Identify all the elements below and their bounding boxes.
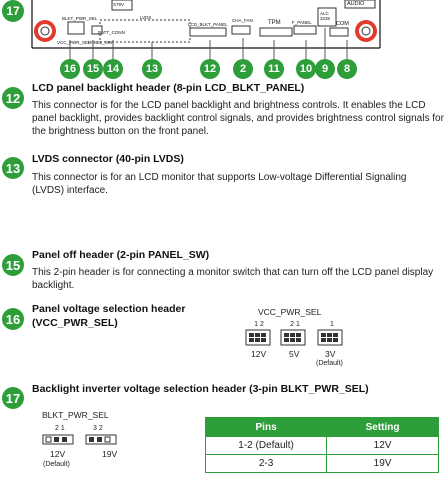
section-badge-12: 12: [2, 87, 24, 109]
section-badge-15: 15: [2, 254, 24, 276]
blkt-opt-1-pins: 2 1: [55, 425, 65, 432]
section-title-vcc-1: Panel voltage selection header: [32, 303, 186, 315]
board-label-com: COM: [336, 21, 349, 27]
callout-10: 10: [296, 59, 316, 79]
callout-9: 9: [315, 59, 335, 79]
board-label-fpanel: F_PANEL: [292, 20, 312, 25]
table-cell: 2-3: [206, 455, 327, 473]
section-badge-16: 16: [2, 308, 24, 330]
section-badge-13: 13: [2, 157, 24, 179]
section-title-lcd-backlight: LCD panel backlight header (8-pin LCD_BLKT_PANEL): [32, 82, 305, 94]
section-badge-17: 17: [2, 387, 24, 409]
callout-14: 14: [103, 59, 123, 79]
board-label-batt: BATT_CONN: [98, 30, 125, 35]
table-cell: 12V: [327, 437, 439, 455]
table-cell: 19V: [327, 455, 439, 473]
vcc-jumpers-icon: [245, 329, 355, 347]
vcc-opt-3-sub: (Default): [316, 360, 343, 367]
table-cell: 1-2 (Default): [206, 437, 327, 455]
callout-8: 8: [337, 59, 357, 79]
vcc-opt-2-label: 5V: [289, 349, 300, 359]
board-label-lcd: LCD_BLKT_PANEL: [188, 22, 228, 27]
vcc-diagram-title: VCC_PWR_SEL: [258, 307, 322, 317]
section-title-blkt: Backlight inverter voltage selection header (3-pin BLKT_PWR_SEL): [32, 383, 369, 395]
callout-15: 15: [83, 59, 103, 79]
board-label-s79v: S79V: [113, 2, 125, 7]
callout-13: 13: [142, 59, 162, 79]
section-title-vcc-2: (VCC_PWR_SEL): [32, 317, 118, 329]
pins-settings-table: [205, 417, 439, 473]
board-label-vcc: VCC_PWR_SEL: [57, 40, 91, 45]
table-header-setting: Setting: [327, 418, 439, 437]
callout-12: 12: [200, 59, 220, 79]
table-header-pins: Pins: [206, 418, 327, 437]
blkt-opt-1-sub: (Default): [43, 461, 70, 468]
board-label-blkt: BLKT_PWR_SEL: [62, 16, 98, 21]
vcc-opt-3-label: 3V: [325, 349, 336, 359]
section-body-panel-off: This 2-pin header is for connecting a monitor switch that can turn off the LCD panel display backlight.: [32, 267, 434, 291]
section-body-lcd-backlight: This connector is for the LCD panel backlight and brightness controls. It enables the LCD panel backlight, provides backlight control signals, and provides brightness control signals for the brightness button on the front panel.: [32, 100, 444, 137]
blkt-opt-2-label: 19V: [102, 449, 118, 459]
callout-17: 17: [2, 0, 24, 22]
board-label-alc: ALC 3236: [320, 11, 331, 21]
board-label-lvds: LVDS: [140, 15, 152, 20]
blkt-diagram-title: BLKT_PWR_SEL: [42, 410, 109, 420]
section-title-lvds: LVDS connector (40-pin LVDS): [32, 153, 184, 165]
callout-2: 2: [233, 59, 253, 79]
callout-11: 11: [264, 59, 284, 79]
blkt-jumpers-icon: [42, 434, 122, 446]
callout-16: 16: [60, 59, 80, 79]
blkt-opt-2-pins: 3 2: [93, 425, 103, 432]
section-title-panel-off: Panel off header (2-pin PANEL_SW): [32, 249, 210, 261]
section-body-lvds: This connector is for an LCD monitor that supports Low-voltage Differential Signaling (LVDS) interface.: [32, 172, 407, 196]
board-diagram: [0, 0, 447, 80]
board-label-tpm: TPM: [268, 20, 281, 26]
board-label-cha: CHA_FAN: [232, 18, 253, 23]
vcc-opt-1-pins: 1 2: [254, 321, 264, 328]
vcc-opt-1-label: 12V: [251, 349, 267, 359]
vcc-opt-2-pins: 2 1: [290, 321, 300, 328]
table-row: [206, 455, 439, 473]
board-label-panel-sw: PANEL_SW: [88, 40, 113, 45]
table-row: [206, 437, 439, 455]
vcc-opt-3-pins: 1: [330, 321, 334, 328]
blkt-opt-1-label: 12V: [50, 449, 66, 459]
board-label-audio: AUDIO: [347, 1, 365, 7]
